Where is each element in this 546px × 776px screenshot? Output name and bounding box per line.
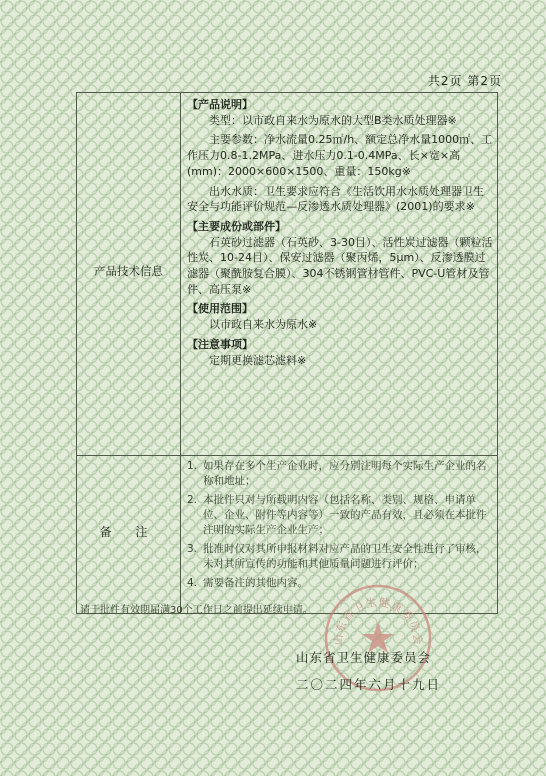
product-info-table xyxy=(76,92,498,614)
column-divider xyxy=(180,93,181,613)
section-title-description: 【产品说明】 xyxy=(187,98,253,111)
remark-text: 本批件只对与所载明内容（包括名称、类别、规格、申请单位、企业、附件等内容等）一致的产品有效，且必须在本批件注明的实际生产企业生产； xyxy=(203,494,487,536)
components-text: 石英砂过滤器（石英砂、3-30目）、活性炭过滤器（颗粒活性炭、10-24目）、保安过滤器（聚丙烯，5μm）、反渗透膜过滤器（聚酰胺复合膜）、304不锈钢管材管件、PVC-U管材及管件、高压泵※ xyxy=(187,235,493,296)
remark-text: 需要备注的其他内容。 xyxy=(203,577,308,589)
remark-item xyxy=(187,493,487,538)
issue-date: 二〇二四年六月十九日 xyxy=(296,677,442,692)
remarks-list xyxy=(187,459,487,595)
section-title-scope: 【使用范围】 xyxy=(187,302,253,316)
scope-text: 以市政自来水为原水※ xyxy=(209,318,318,332)
remark-number: 4. xyxy=(187,577,198,589)
remark-text: 如果存在多个生产企业时，应分别注明每个实际生产企业的名称和地址； xyxy=(203,460,487,487)
renewal-notice: 请于批件有效期届满30个工作日之前提出延续申请。 xyxy=(80,605,313,616)
remark-item xyxy=(187,542,487,572)
remark-item xyxy=(187,459,487,489)
description-water-quality: 出水水质：卫生要求应符合《生活饮用水水质处理器卫生安全与功能评价规范—反渗透水质处理器》(2001)的要求※ xyxy=(187,184,484,214)
tech-info-label: 产品技术信息 xyxy=(94,264,163,278)
description-parameters: 主要参数：净水流量0.25㎡/h、额定总净水量1000㎡、工作压力0.8-1.2MPa、进水压力0.1-0.4MPa、长×宽×高(mm)：2000×600×1500、重量：150kg※ xyxy=(187,133,493,178)
precautions-text: 定期更换滤芯滤料※ xyxy=(209,353,307,367)
tech-info-content xyxy=(187,97,493,372)
section-title-precautions: 【注意事项】 xyxy=(187,337,253,351)
svg-text:山东省卫生健康委员会: 山东省卫生健康委员会 xyxy=(331,595,425,646)
remark-number: 2. xyxy=(187,494,198,506)
row-divider xyxy=(77,455,497,456)
description-type: 类型：以市政自来水为原水的大型B类水质处理器※ xyxy=(209,113,457,127)
issuing-authority: 山东省卫生健康委员会 xyxy=(296,650,432,665)
page-info: 共2页 第2页 xyxy=(427,74,502,88)
remark-number: 1. xyxy=(187,460,198,472)
remarks-label: 备 注 xyxy=(99,525,158,539)
section-title-components: 【主要成份或部件】 xyxy=(187,219,286,233)
remark-text: 批准时仅对其所申报材料对应产品的卫生安全性进行了审核，未对其所宣传的功能和其他质量问题进行评价； xyxy=(203,543,487,570)
remark-number: 3. xyxy=(187,543,198,555)
